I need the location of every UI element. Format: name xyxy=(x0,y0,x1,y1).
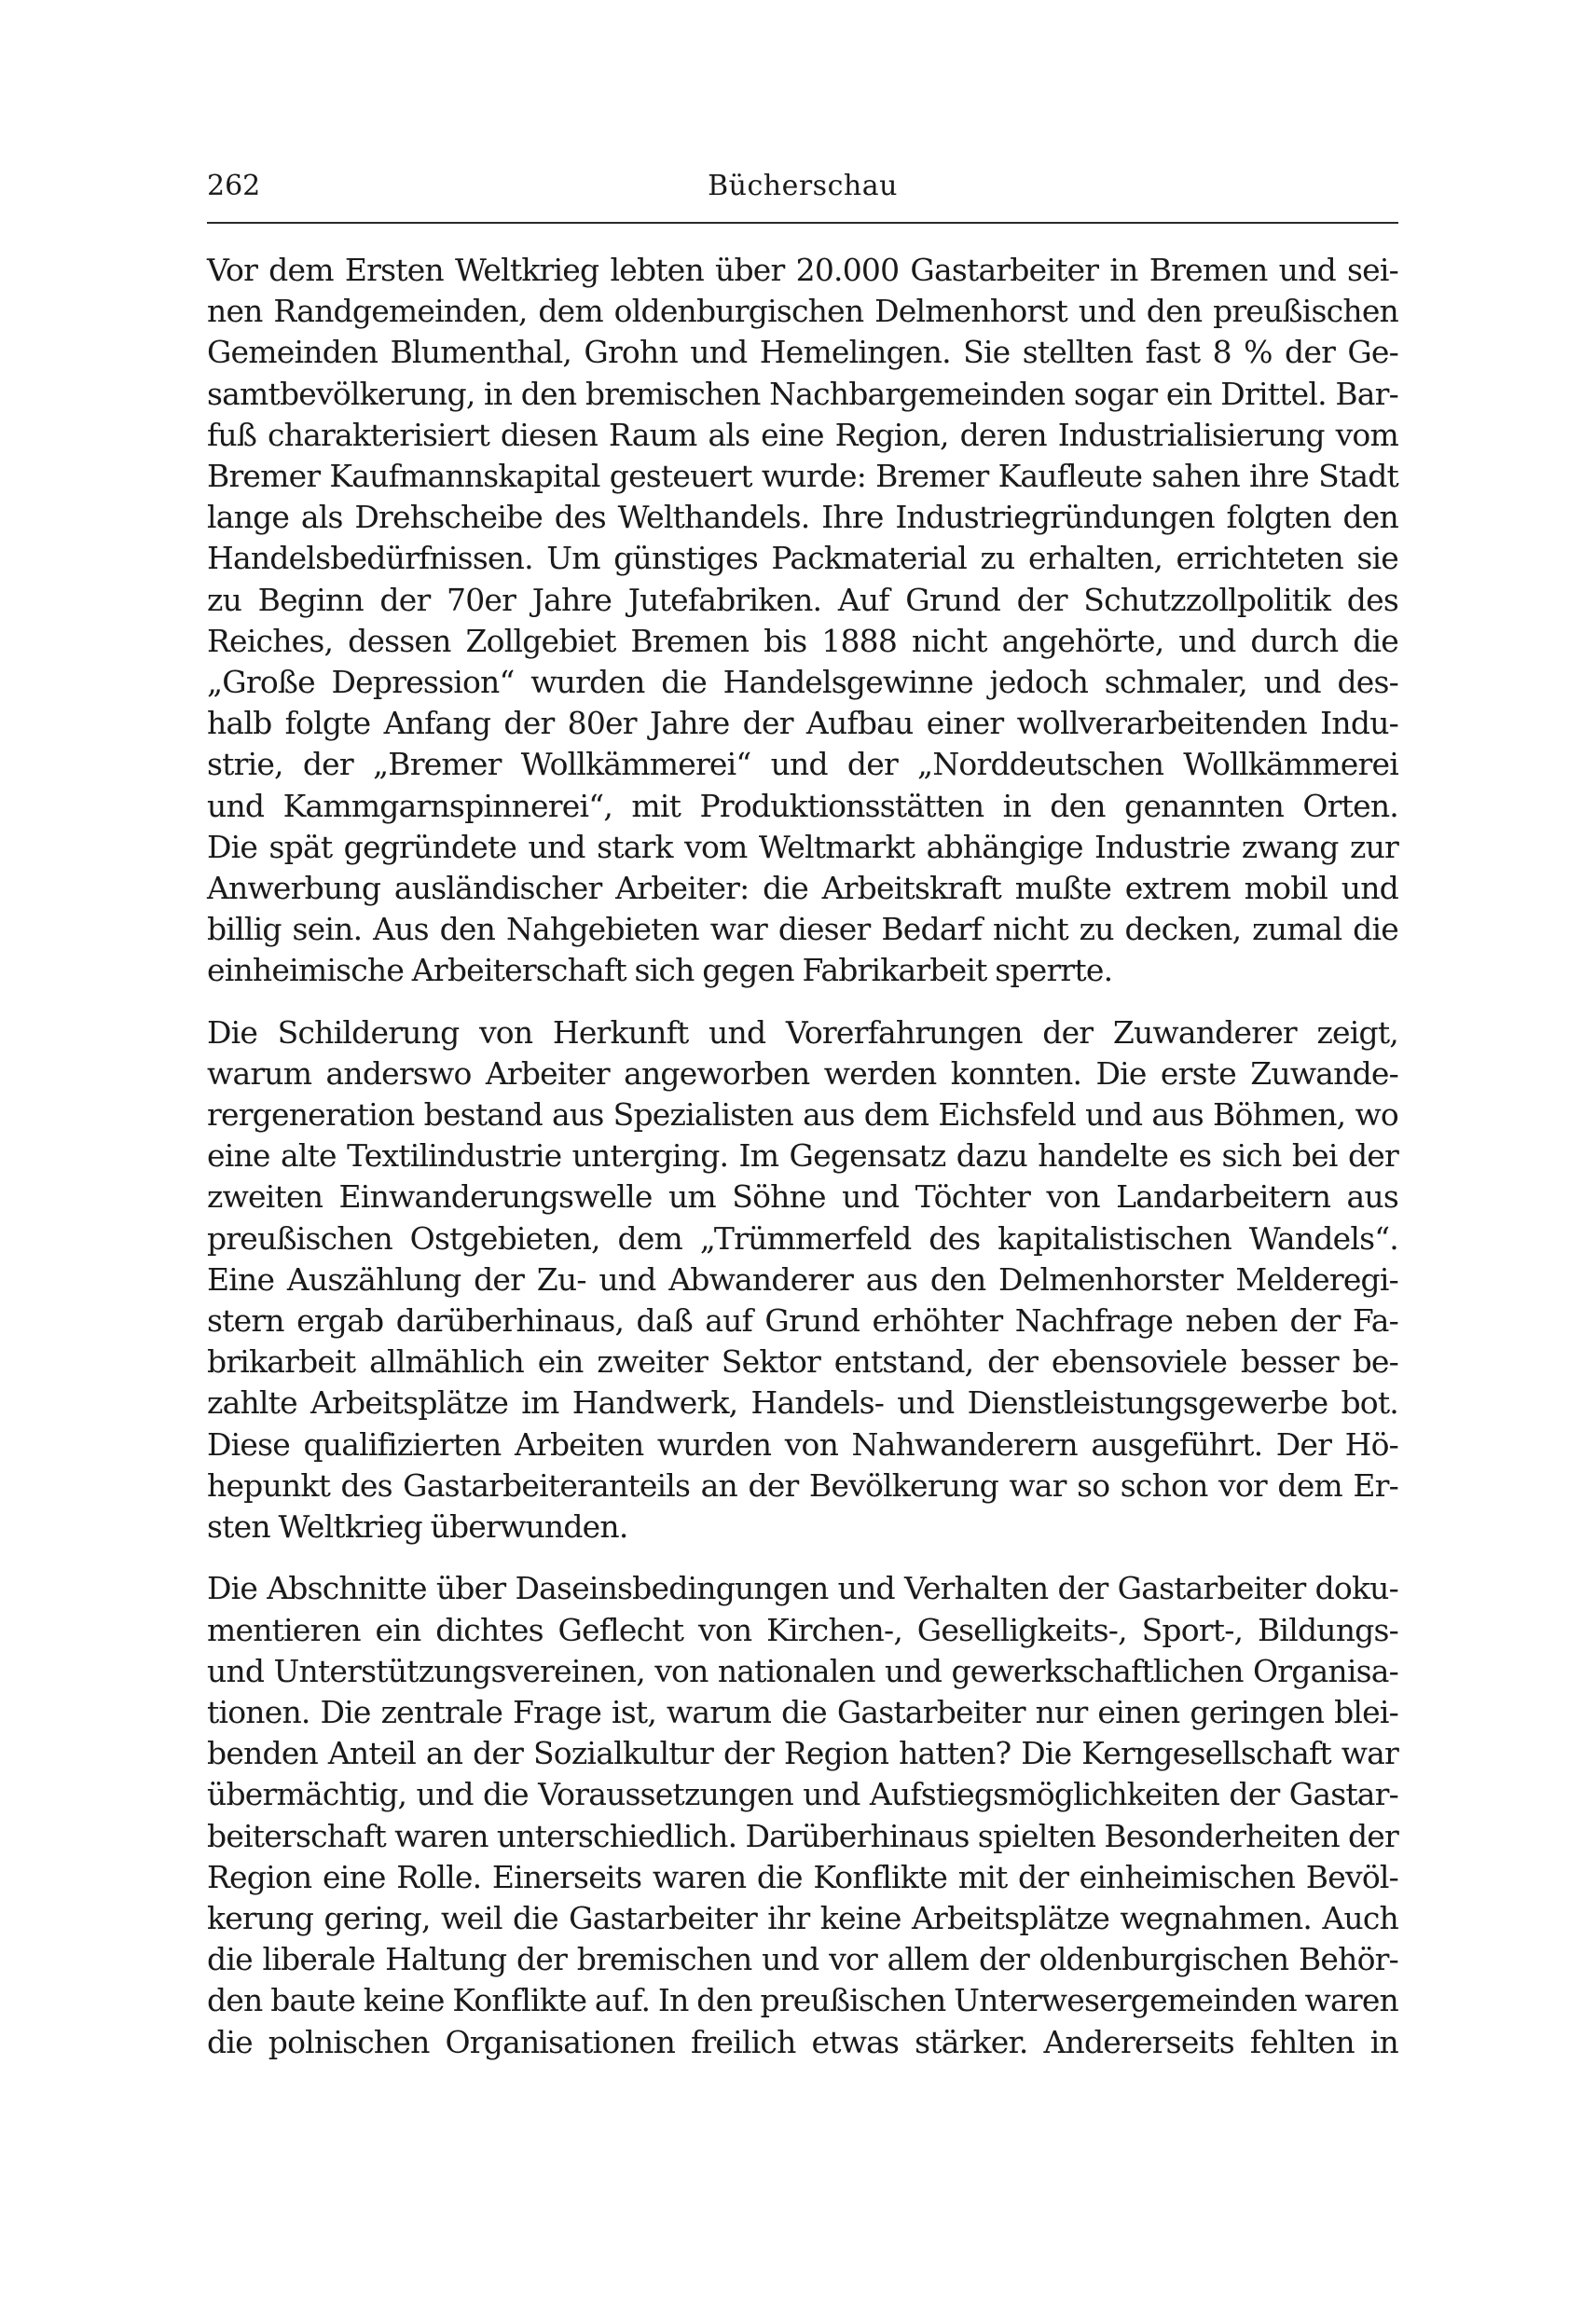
text-line: mentieren ein dichtes Geflecht von Kirchen-, Geselligkeits-, Sport-, Bildungs- xyxy=(207,1611,1398,1648)
paragraph-1 xyxy=(207,250,1398,992)
text-line: hepunkt des Gastarbeiteranteils an der Bevölkerung war so schon vor dem Er- xyxy=(207,1466,1398,1504)
text-line: fuß charakterisiert diesen Raum als eine Region, deren Industrialisierung vom xyxy=(207,416,1398,453)
text-line: Gemeinden Blumenthal, Grohn und Hemelingen. Sie stellten fast 8 % der Ge- xyxy=(207,334,1398,371)
text-line: die liberale Haltung der bremischen und vor allem der oldenburgischen Behör- xyxy=(207,1941,1398,1978)
text-line: Die spät gegründete und stark vom Weltmarkt abhängige Industrie zwang zur xyxy=(207,828,1398,865)
paragraph-2 xyxy=(207,1012,1398,1548)
text-line: rergeneration bestand aus Spezialisten aus dem Eichsfeld und aus Böhmen, wo xyxy=(207,1096,1398,1134)
text-line: Die Schilderung von Herkunft und Vorerfahrungen der Zuwanderer zeigt, xyxy=(207,1013,1398,1051)
text-line: Region eine Rolle. Einerseits waren die Konflikte mit der einheimischen Bevöl- xyxy=(207,1858,1398,1895)
body-text xyxy=(207,250,1398,2084)
text-line: lange als Drehscheibe des Welthandels. Ihre Industriegründungen folgten den xyxy=(207,499,1398,536)
text-line: Handelsbedürfnissen. Um günstiges Packmaterial zu erhalten, errichteten sie xyxy=(207,540,1398,577)
text-line: Eine Auszählung der Zu- und Abwanderer aus den Delmenhorster Melderegi- xyxy=(207,1260,1398,1298)
text-line: Anwerbung ausländischer Arbeiter: die Arbeitskraft mußte extrem mobil und xyxy=(207,870,1398,907)
text-line: Die Abschnitte über Daseinsbedingungen und Verhalten der Gastarbeiter doku- xyxy=(207,1570,1398,1607)
paragraph-3 xyxy=(207,1568,1398,2062)
text-line: und Unterstützungsvereinen, von nationalen und gewerkschaftlichen Organisa- xyxy=(207,1652,1398,1689)
text-line: preußischen Ostgebieten, dem „Trümmerfeld des kapitalistischen Wandels“. xyxy=(207,1219,1398,1257)
text-line: nen Randgemeinden, dem oldenburgischen Delmenhorst und den preußischen xyxy=(207,293,1398,330)
text-line: zu Beginn der 70er Jahre Jutefabriken. Auf Grund der Schutzzollpolitik des xyxy=(207,581,1398,618)
text-line: und Kammgarnspinnerei“, mit Produktionsstätten in den genannten Orten. xyxy=(207,787,1398,824)
text-line: strie, der „Bremer Wollkämmerei“ und der „Norddeutschen Wollkämmerei xyxy=(207,746,1398,783)
text-line: halb folgte Anfang der 80er Jahre der Aufbau einer wollverarbeitenden Indu- xyxy=(207,705,1398,742)
text-line: Vor dem Ersten Weltkrieg lebten über 20.000 Gastarbeiter in Bremen und sei- xyxy=(207,252,1398,288)
running-header-title: Bücherschau xyxy=(708,170,898,202)
text-line: zahlte Arbeitsplätze im Handwerk, Handels- und Dienstleistungsgewerbe bot. xyxy=(207,1384,1398,1422)
text-line: sten Weltkrieg überwunden. xyxy=(207,1508,628,1546)
text-line: stern ergab darüberhinaus, daß auf Grund erhöhter Nachfrage neben der Fa- xyxy=(207,1302,1398,1340)
text-line: einheimische Arbeiterschaft sich gegen Fabrikarbeit sperrte. xyxy=(207,952,1113,989)
text-line: beiterschaft waren unterschiedlich. Darüberhinaus spielten Besonderheiten der xyxy=(207,1817,1398,1854)
text-line: billig sein. Aus den Nahgebieten war dieser Bedarf nicht zu decken, zumal die xyxy=(207,911,1398,948)
text-line: warum anderswo Arbeiter angeworben werden konnten. Die erste Zuwande- xyxy=(207,1054,1398,1092)
text-line: Diese qualifizierten Arbeiten wurden von Nahwanderern ausgeführt. Der Hö- xyxy=(207,1425,1398,1463)
text-line: übermächtig, und die Voraussetzungen und Aufstiegsmöglichkeiten der Gastar- xyxy=(207,1776,1398,1813)
text-line: kerung gering, weil die Gastarbeiter ihr keine Arbeitsplätze wegnahmen. Auch xyxy=(207,1899,1398,1936)
running-header xyxy=(207,168,1398,213)
text-line: „Große Depression“ wurden die Handelsgewinne jedoch schmaler, und des- xyxy=(207,664,1398,701)
header-divider xyxy=(207,222,1398,224)
text-line: tionen. Die zentrale Frage ist, warum die Gastarbeiter nur einen geringen blei- xyxy=(207,1693,1398,1730)
page-number: 262 xyxy=(207,170,261,202)
text-line: den baute keine Konflikte auf. In den preußischen Unterwesergemeinden waren xyxy=(207,1982,1398,2019)
text-line: zweiten Einwanderungswelle um Söhne und Töchter von Landarbeitern aus xyxy=(207,1178,1398,1216)
text-line: eine alte Textilindustrie unterging. Im Gegensatz dazu handelte es sich bei der xyxy=(207,1137,1398,1175)
text-line: Bremer Kaufmannskapital gesteuert wurde: Bremer Kaufleute sahen ihre Stadt xyxy=(207,458,1398,495)
text-line: brikarbeit allmählich ein zweiter Sektor entstand, der ebensoviele besser be- xyxy=(207,1343,1398,1381)
text-line: Reiches, dessen Zollgebiet Bremen bis 1888 nicht angehörte, und durch die xyxy=(207,622,1398,659)
text-line: die polnischen Organisationen freilich etwas stärker. Andererseits fehlten in xyxy=(207,2023,1398,2060)
text-line: samtbevölkerung, in den bremischen Nachbargemeinden sogar ein Drittel. Bar- xyxy=(207,375,1398,412)
text-line: benden Anteil an der Sozialkultur der Region hatten? Die Kerngesellschaft war xyxy=(207,1735,1398,1772)
